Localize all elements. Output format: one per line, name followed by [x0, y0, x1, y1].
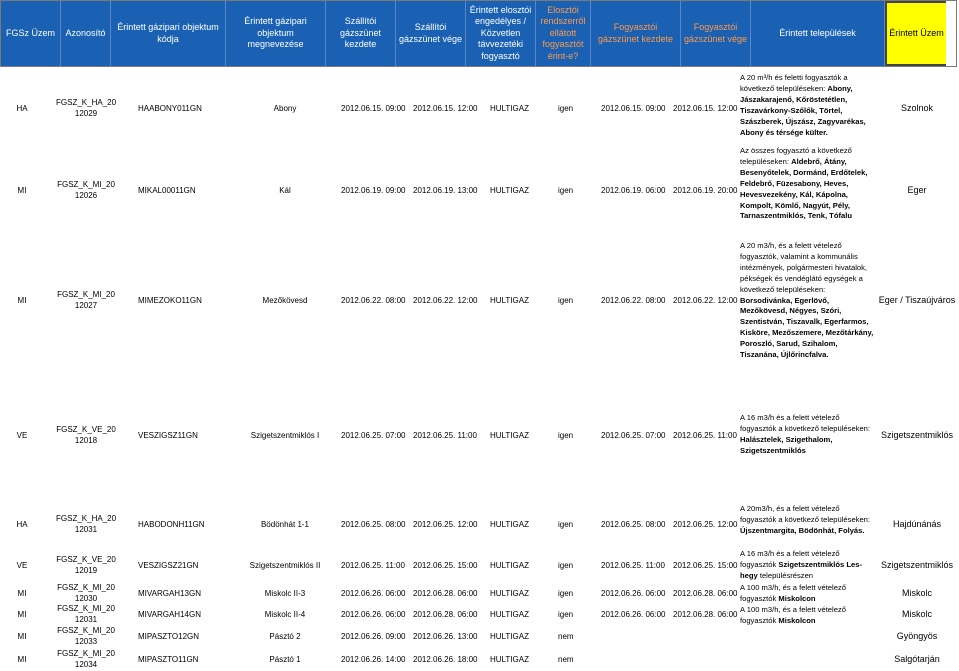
- cell-transport-start: 2012.06.26. 06:00: [341, 588, 406, 598]
- cell-transport-start: 2012.06.25. 08:00: [341, 520, 406, 529]
- cell-id-number: 12019: [74, 565, 98, 575]
- cell-object-code: MIVARGAH14GN: [138, 610, 201, 619]
- cell-settlements: [740, 504, 876, 537]
- cell-transport-end: 2012.06.22. 12:00: [413, 296, 478, 305]
- settlements-intro: A 16 m3/h és a felett vételező fogyasztók: [740, 549, 840, 569]
- cell-affected-plant: Miskolc: [901, 587, 932, 598]
- cell-transport-end: 2012.06.26. 13:00: [413, 632, 478, 641]
- cell-settlements: [740, 241, 876, 361]
- cell-transport-end: 2012.06.19. 13:00: [413, 186, 478, 195]
- cell-affects-consumers: igen: [558, 296, 574, 305]
- cell-affects-consumers: nem: [558, 632, 574, 641]
- settlements-intro: A 100 m3/h, és a felett vételező fogyasztók: [740, 605, 846, 625]
- cell-transport-end: 2012.06.26. 18:00: [413, 654, 478, 664]
- cell-affects-consumers: igen: [558, 588, 574, 598]
- cell-transport-start: 2012.06.26. 06:00: [341, 610, 406, 619]
- cell-affected-plant: Hajdúnánás: [892, 519, 942, 529]
- cell-consumer-start: 2012.06.25. 11:00: [601, 560, 665, 570]
- cell-operator: HULTIGAZ: [490, 654, 529, 664]
- cell-affected-plant: Szolnok: [900, 102, 934, 113]
- cell-operator: HULTIGAZ: [490, 560, 529, 570]
- cell-object-code: VESZIGSZ11GN: [138, 431, 198, 440]
- settlements-list: Halásztelek, Szigethalom, Szigetszentmiklós: [740, 434, 833, 455]
- cell-settlements: [740, 146, 876, 222]
- cell-transport-end: 2012.06.28. 06:00: [413, 610, 478, 619]
- cell-consumer-end: 2012.06.25. 15:00: [673, 560, 738, 570]
- cell-affected-plant: Gyöngyös: [896, 631, 938, 641]
- cell-affects-consumers: igen: [558, 560, 574, 570]
- cell-object-name: Kál: [279, 186, 291, 195]
- cell-object-name: Miskolc II-4: [264, 610, 306, 619]
- header-consumer-end: Fogyasztói gázszünet vége: [681, 1, 751, 66]
- cell-operator: HULTIGAZ: [490, 103, 529, 113]
- settlements-list: Aldebrő, Átány, Besenyőtelek, Dormánd, Erdőtelek, Feldebrő, Füzesabony, Heves, Hevesvezekény, Kál, Kápolna, Kompolt, Kömlő, Nagyút, Pély, Tarnaszentmiklós, Tenk, Tófalu: [740, 156, 868, 221]
- cell-id-prefix: FGSZ_K_MI_20: [57, 626, 115, 635]
- cell-transport-start: 2012.06.25. 11:00: [341, 560, 405, 570]
- cell-transport-end: 2012.06.25. 12:00: [413, 520, 478, 529]
- cell-object-name: Szigetszentmiklós I: [250, 431, 320, 440]
- cell-transport-end: 2012.06.25. 15:00: [413, 560, 478, 570]
- cell-object-code: HAABONY011GN: [138, 103, 202, 113]
- cell-id-prefix: FGSZ_K_MI_20: [57, 648, 115, 658]
- cell-affected-plant: Eger / Tiszaújváros: [878, 295, 956, 305]
- cell-operator: HULTIGAZ: [490, 610, 529, 619]
- cell-affected-plant: Eger: [907, 185, 927, 195]
- cell-id-prefix: FGSZ_K_HA_20: [56, 514, 117, 523]
- settlements-intro: Az összes fogyasztó a következő településeken:: [740, 146, 852, 166]
- cell-object-name: Bödönhát 1-1: [260, 520, 310, 529]
- cell-affected-plant: Salgótarján: [894, 653, 940, 664]
- cell-consumer-start: 2012.06.26. 06:00: [601, 610, 666, 619]
- cell-transport-end: 2012.06.25. 11:00: [413, 431, 477, 440]
- cell-consumer-end: 2012.06.19. 20:00: [673, 186, 738, 195]
- cell-object-name: Miskolc II-3: [264, 588, 306, 598]
- settlements-list: Miskolcon: [778, 615, 816, 625]
- header-affects-consumers: Elosztói rendszerről ellátott fogyasztót érint-e?: [536, 1, 591, 66]
- cell-id-prefix: FGSZ_K_VE_20: [56, 554, 116, 564]
- cell-id-prefix: FGSZ_K_MI_20: [57, 582, 115, 592]
- cell-plant: MI: [17, 588, 27, 598]
- cell-settlements: [740, 73, 876, 138]
- cell-operator: HULTIGAZ: [490, 632, 529, 641]
- settlements-intro: A 20 m³/h és feletti fogyasztók a következő településeken:: [740, 73, 848, 93]
- cell-affects-consumers: igen: [558, 520, 574, 529]
- cell-object-code: HABODONH11GN: [138, 520, 205, 529]
- cell-consumer-start: 2012.06.26. 06:00: [601, 588, 666, 598]
- cell-consumer-end: 2012.06.28. 06:00: [673, 588, 738, 598]
- cell-object-name: Mezőkövesd: [262, 296, 308, 305]
- cell-id-number: 12029: [74, 108, 98, 118]
- cell-id-number: 12027: [74, 301, 98, 310]
- cell-affects-consumers: igen: [558, 431, 574, 440]
- cell-transport-start: 2012.06.25. 07:00: [341, 431, 406, 440]
- cell-settlements: [740, 413, 876, 457]
- cell-plant: MI: [17, 610, 27, 619]
- header-object-code: Érintett gázipari objektum kódja: [111, 1, 226, 66]
- cell-consumer-start: 2012.06.22. 08:00: [601, 296, 666, 305]
- cell-plant: HA: [16, 103, 28, 113]
- cell-operator: HULTIGAZ: [490, 296, 529, 305]
- cell-transport-start: 2012.06.19. 09:00: [341, 186, 406, 195]
- header-transport-end: Szállítói gázszünet vége: [396, 1, 466, 66]
- cell-id-prefix: FGSZ_K_MI_20: [57, 290, 115, 299]
- cell-object-code: MIKAL00011GN: [138, 186, 196, 195]
- cell-consumer-start: 2012.06.25. 08:00: [601, 520, 666, 529]
- cell-operator: HULTIGAZ: [490, 186, 529, 195]
- cell-plant: VE: [16, 560, 28, 570]
- cell-consumer-end: 2012.06.15. 12:00: [673, 103, 738, 113]
- cell-plant: MI: [17, 186, 27, 195]
- cell-id-prefix: FGSZ_K_HA_20: [56, 97, 117, 107]
- cell-id-number: 12033: [74, 637, 98, 646]
- cell-id-prefix: FGSZ_K_VE_20: [56, 425, 116, 434]
- header-object-name: Érintett gázipari objektum megnevezése: [226, 1, 326, 66]
- cell-operator: HULTIGAZ: [490, 431, 529, 440]
- cell-affected-plant: Miskolc: [901, 609, 932, 619]
- settlements-intro: A 20 m3/h, és a felett vételező fogyasztók, valamint a kommunális intézmények, polgármesteri hivatalok, pékségek és vendéglátó egységek a következő településeken:: [740, 241, 868, 294]
- cell-operator: HULTIGAZ: [490, 520, 529, 529]
- settlements-list: Abony, Jászakarajenő, Kőröstetétlen, Tiszavárkony-Szőlők, Törtel, Szászberek, Újszász, Zagyvarékas, Abony és térsége külter.: [740, 83, 866, 137]
- cell-id-number: 12026: [74, 191, 98, 200]
- cell-transport-end: 2012.06.28. 06:00: [413, 588, 478, 598]
- header-transport-start: Szállítói gázszünet kezdete: [326, 1, 396, 66]
- cell-affects-consumers: nem: [558, 654, 574, 664]
- settlements-tail: településrészen: [757, 570, 814, 580]
- settlements-intro: A 16 m3/h és a felett vételező fogyasztók a következő településeken:: [740, 413, 871, 433]
- cell-transport-start: 2012.06.26. 09:00: [341, 632, 406, 641]
- cell-affected-plant: Szigetszentmiklós: [880, 430, 954, 440]
- cell-transport-start: 2012.06.15. 09:00: [341, 103, 406, 113]
- cell-id-prefix: FGSZ_K_MI_20: [57, 604, 115, 613]
- cell-id-number: 12034: [74, 659, 98, 669]
- cell-object-name: Abony: [273, 103, 297, 113]
- header-consumer-start: Fogyasztói gázszünet kezdete: [591, 1, 681, 66]
- cell-affects-consumers: igen: [558, 186, 574, 195]
- cell-transport-start: 2012.06.26. 14:00: [341, 654, 406, 664]
- cell-id-number: 12030: [74, 593, 98, 603]
- header-plant: FGSz Üzem: [1, 1, 61, 66]
- cell-settlements: [740, 605, 876, 627]
- cell-id-number: 12018: [74, 436, 98, 445]
- cell-object-code: MIPASZTO12GN: [138, 632, 200, 641]
- cell-affected-plant: Szigetszentmiklós: [880, 559, 954, 570]
- cell-consumer-end: 2012.06.28. 06:00: [673, 610, 738, 619]
- cell-consumer-start: 2012.06.19. 06:00: [601, 186, 666, 195]
- header-id: Azonosító: [61, 1, 111, 66]
- cell-plant: MI: [17, 296, 27, 305]
- cell-settlements: [740, 583, 876, 605]
- cell-object-code: MIMEZOKO11GN: [138, 296, 202, 305]
- cell-plant: HA: [16, 520, 28, 529]
- cell-plant: MI: [17, 632, 27, 641]
- cell-consumer-end: 2012.06.22. 12:00: [673, 296, 738, 305]
- settlements-list: Újszentmargita, Bödönhát, Folyás.: [740, 525, 865, 535]
- settlements-list: Borsodivánka, Egerlövő, Mezőkövesd, Négyes, Szóri, Szentistván, Tiszavalk, Egerfarmos, Kisköre, Mezőszemere, Mezőtárkány, Poroszló, Sarud, Szihalom, Tiszanána, Újlőrincfalva.: [740, 295, 874, 360]
- cell-consumer-end: 2012.06.25. 11:00: [673, 431, 737, 440]
- cell-object-name: Szigetszentmiklós II: [249, 560, 321, 570]
- header-affected-plant: Érintett Üzem: [885, 1, 946, 66]
- cell-consumer-start: 2012.06.25. 07:00: [601, 431, 666, 440]
- cell-object-name: Pásztó 1: [269, 654, 301, 664]
- cell-affects-consumers: igen: [558, 103, 574, 113]
- cell-transport-start: 2012.06.22. 08:00: [341, 296, 406, 305]
- cell-consumer-start: 2012.06.15. 09:00: [601, 103, 666, 113]
- cell-plant: MI: [17, 654, 27, 664]
- cell-object-code: MIPASZTO11GN: [138, 654, 199, 664]
- cell-object-code: VESZIGSZ21GN: [138, 560, 199, 570]
- cell-object-name: Pásztó 2: [269, 632, 301, 641]
- cell-transport-end: 2012.06.15. 12:00: [413, 103, 478, 113]
- header-settlements: Érintett települések: [751, 1, 885, 66]
- cell-plant: VE: [16, 431, 28, 440]
- table-header: [0, 0, 957, 67]
- settlements-intro: A 100 m3/h, és a felett vételező fogyasztók: [740, 583, 846, 603]
- settlements-list: Miskolcon: [778, 593, 816, 603]
- header-operator: Érintett elosztói engedélyes / Közvetlen távvezetéki fogyasztó: [466, 1, 536, 66]
- cell-affects-consumers: igen: [558, 610, 574, 619]
- cell-id-prefix: FGSZ_K_MI_20: [57, 180, 115, 189]
- cell-consumer-end: 2012.06.25. 12:00: [673, 520, 738, 529]
- cell-id-number: 12031: [74, 525, 98, 534]
- settlements-list: Szigetszentmiklós Les-hegy: [740, 559, 862, 580]
- cell-settlements: [740, 549, 876, 582]
- cell-id-number: 12031: [74, 615, 98, 624]
- settlements-intro: A 20m3/h, és a felett vételező fogyasztók a következő településeken:: [740, 504, 871, 524]
- cell-object-code: MIVARGAH13GN: [138, 588, 201, 598]
- cell-operator: HULTIGAZ: [490, 588, 529, 598]
